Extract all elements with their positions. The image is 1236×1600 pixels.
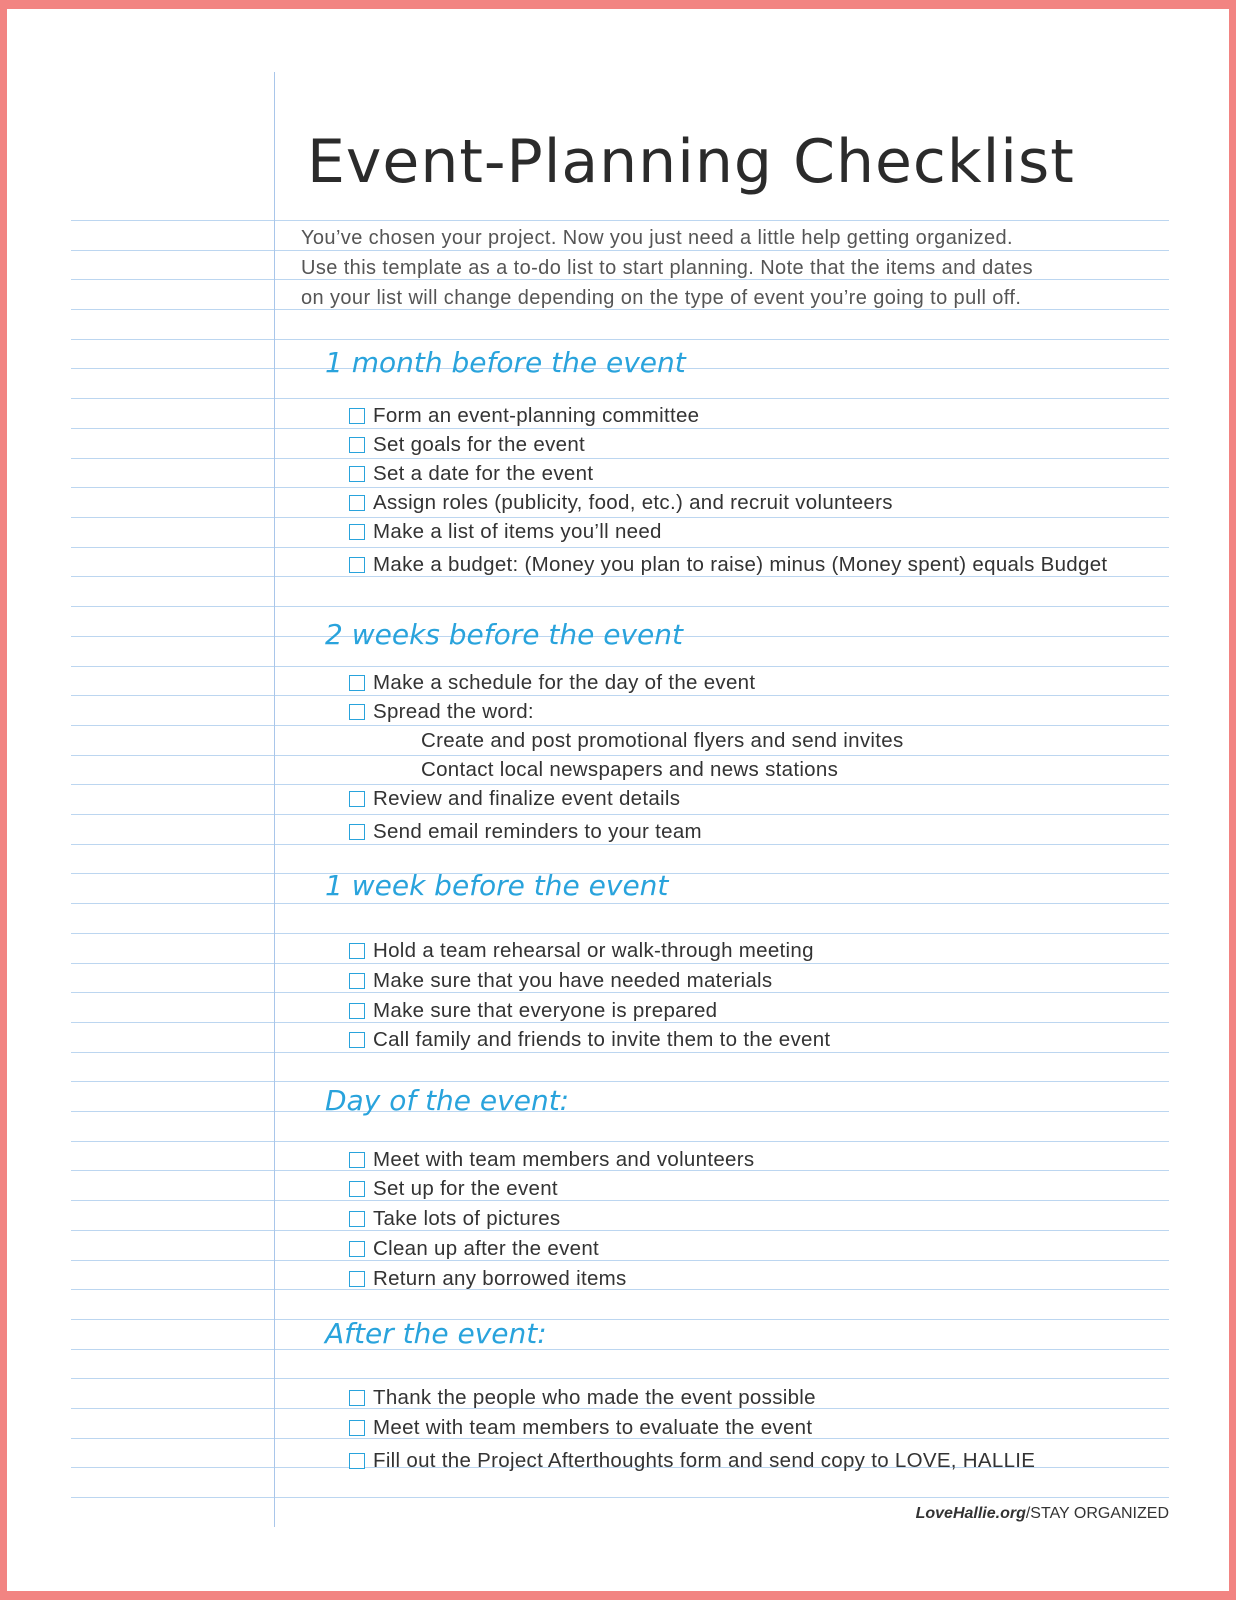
checklist-item[interactable]: [349, 1027, 830, 1053]
checklist-item[interactable]: [349, 490, 893, 516]
rule-line: [71, 398, 1169, 399]
item-label: Make sure that you have needed materials: [373, 969, 773, 992]
section-heading-day-of: Day of the event:: [325, 1084, 570, 1117]
checklist-item[interactable]: [349, 461, 593, 487]
rule-line: [71, 1260, 1169, 1261]
checkbox-icon[interactable]: [349, 557, 365, 573]
margin-line: [274, 72, 275, 1527]
checklist-item[interactable]: [349, 1266, 627, 1292]
checkbox-icon[interactable]: [349, 466, 365, 482]
rule-line: [71, 458, 1169, 459]
checkbox-icon[interactable]: [349, 1003, 365, 1019]
item-label: Assign roles (publicity, food, etc.) and recruit volunteers: [373, 491, 893, 514]
checklist-item[interactable]: [349, 938, 814, 964]
checkbox-icon[interactable]: [349, 1181, 365, 1197]
rule-line: [71, 1230, 1169, 1231]
item-label: Meet with team members and volunteers: [373, 1148, 755, 1171]
rule-line: [71, 933, 1169, 934]
item-label: Set up for the event: [373, 1177, 558, 1200]
checklist-item[interactable]: [349, 1147, 754, 1173]
item-label: Spread the word:: [373, 700, 534, 723]
rule-line: [71, 814, 1169, 815]
rule-line: [71, 1200, 1169, 1201]
item-label: Send email reminders to your team: [373, 820, 702, 843]
rule-line: [71, 755, 1169, 756]
item-label: Meet with team members to evaluate the event: [373, 1416, 813, 1439]
checklist-item[interactable]: [349, 1236, 599, 1262]
intro-line: You’ve chosen your project. Now you just need a little help getting organized.: [301, 227, 1014, 249]
rule-line: [71, 725, 1169, 726]
checklist-item[interactable]: [349, 552, 1107, 578]
checklist-item[interactable]: [349, 998, 717, 1024]
section-heading-1-month: 1 month before the event: [325, 346, 686, 379]
item-label: Set goals for the event: [373, 433, 586, 456]
checklist-item[interactable]: [349, 670, 755, 696]
rule-line: [71, 1111, 1169, 1112]
rule-line: [71, 903, 1169, 904]
checkbox-icon[interactable]: [349, 1271, 365, 1287]
footer-tagline: /STAY ORGANIZED: [1025, 1505, 1169, 1522]
checklist-subitem: Create and post promotional flyers and send invites: [421, 729, 904, 752]
rule-line: [71, 220, 1169, 221]
checklist-item[interactable]: [349, 1448, 1035, 1474]
checklist-item[interactable]: [349, 968, 772, 994]
checklist-item[interactable]: [349, 1176, 558, 1202]
item-label: Clean up after the event: [373, 1237, 600, 1260]
checklist-item[interactable]: [349, 432, 585, 458]
checkbox-icon[interactable]: [349, 1420, 365, 1436]
intro-line: Use this template as a to-do list to start planning. Note that the items and dates: [301, 257, 1034, 279]
checkbox-icon[interactable]: [349, 1390, 365, 1406]
checkbox-icon[interactable]: [349, 1211, 365, 1227]
checklist-item[interactable]: [349, 403, 699, 429]
section-heading-1-week: 1 week before the event: [325, 869, 669, 902]
rule-line: [71, 1497, 1169, 1498]
checkbox-icon[interactable]: [349, 824, 365, 840]
checklist-item[interactable]: [349, 819, 702, 845]
checklist-subitem: Contact local newspapers and news stations: [421, 758, 839, 781]
item-label: Review and finalize event details: [373, 787, 681, 810]
item-label: Thank the people who made the event possible: [373, 1386, 816, 1409]
rule-line: [71, 1349, 1169, 1350]
rule-line: [71, 606, 1169, 607]
item-label: Return any borrowed items: [373, 1267, 627, 1290]
checkbox-icon[interactable]: [349, 408, 365, 424]
checkbox-icon[interactable]: [349, 704, 365, 720]
checkbox-icon[interactable]: [349, 675, 365, 691]
item-label: Set a date for the event: [373, 462, 594, 485]
page-title: Event-Planning Checklist: [307, 127, 1075, 197]
checklist-item[interactable]: [349, 519, 662, 545]
checklist-item[interactable]: [349, 699, 534, 725]
intro-line: on your list will change depending on the type of event you’re going to pull off.: [301, 287, 1022, 309]
item-label: Call family and friends to invite them to the event: [373, 1028, 831, 1051]
checklist-item[interactable]: [349, 1385, 816, 1411]
checkbox-icon[interactable]: [349, 943, 365, 959]
item-label: Make sure that everyone is prepared: [373, 999, 718, 1022]
item-label: Form an event-planning committee: [373, 404, 700, 427]
intro-paragraph: [301, 223, 1181, 313]
checklist-page: [7, 9, 1229, 1591]
rule-line: [71, 1319, 1169, 1320]
checkbox-icon[interactable]: [349, 1453, 365, 1469]
rule-line: [71, 339, 1169, 340]
footer-brand: LoveHallie.org: [915, 1505, 1026, 1522]
rule-line: [71, 517, 1169, 518]
checkbox-icon[interactable]: [349, 495, 365, 511]
checkbox-icon[interactable]: [349, 1241, 365, 1257]
checkbox-icon[interactable]: [349, 973, 365, 989]
rule-line: [71, 1378, 1169, 1379]
checklist-item[interactable]: [349, 1415, 812, 1441]
checklist-item[interactable]: [349, 1206, 560, 1232]
checkbox-icon[interactable]: [349, 437, 365, 453]
rule-line: [71, 666, 1169, 667]
rule-line: [71, 1081, 1169, 1082]
footer: [916, 1505, 1169, 1523]
checklist-item[interactable]: [349, 786, 680, 812]
rule-line: [71, 1141, 1169, 1142]
item-label: Make a budget: (Money you plan to raise) minus (Money spent) equals Budget: [373, 553, 1108, 576]
item-label: Hold a team rehearsal or walk-through meeting: [373, 939, 814, 962]
rule-line: [71, 487, 1169, 488]
checkbox-icon[interactable]: [349, 1152, 365, 1168]
item-label: Make a schedule for the day of the event: [373, 671, 756, 694]
section-heading-after: After the event:: [325, 1317, 547, 1350]
item-label: Take lots of pictures: [373, 1207, 561, 1230]
checkbox-icon[interactable]: [349, 791, 365, 807]
rule-line: [71, 784, 1169, 785]
checkbox-icon[interactable]: [349, 1032, 365, 1048]
item-label: Fill out the Project Afterthoughts form and send copy to LOVE, HALLIE: [373, 1449, 1036, 1472]
checkbox-icon[interactable]: [349, 524, 365, 540]
section-heading-2-weeks: 2 weeks before the event: [325, 618, 683, 651]
rule-line: [71, 547, 1169, 548]
item-label: Make a list of items you’ll need: [373, 520, 662, 543]
